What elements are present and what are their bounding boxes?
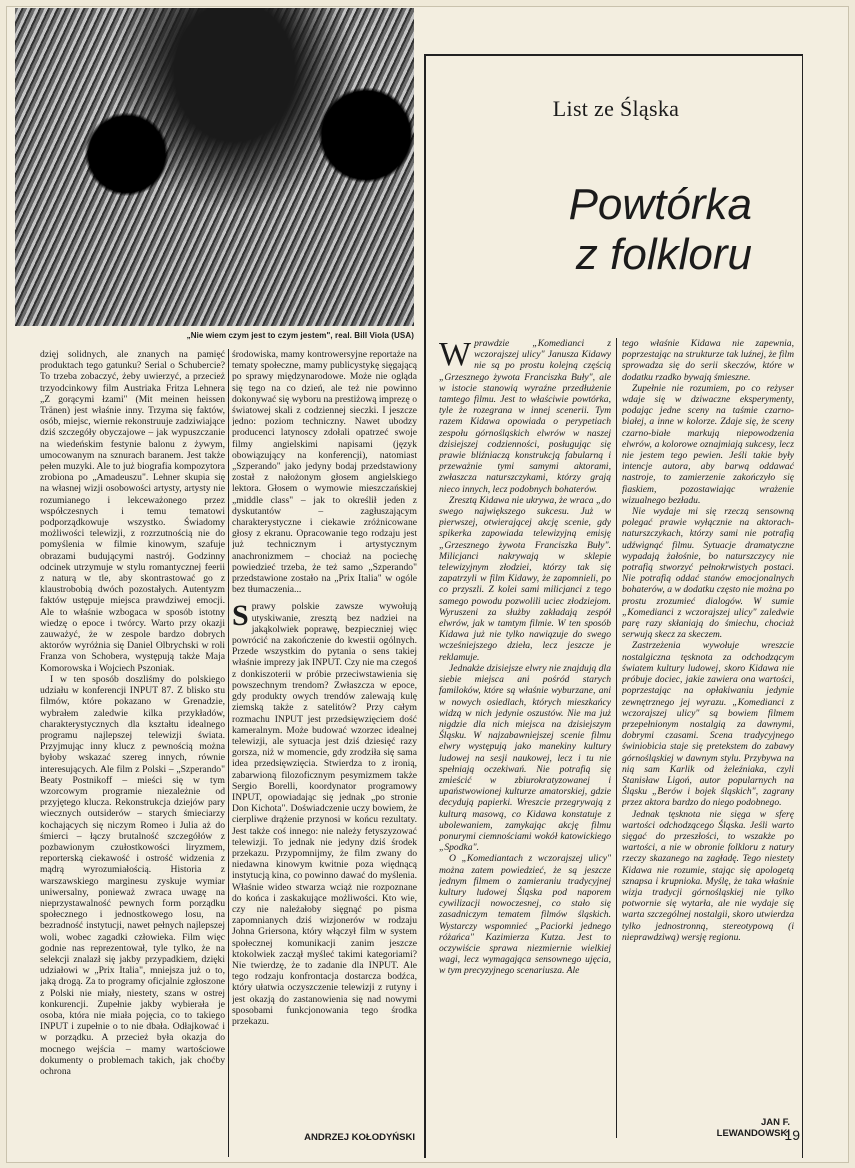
right-article-signature: JAN F. LEWANDOWSKI: [716, 1117, 790, 1139]
drop-cap: S: [232, 599, 249, 633]
paragraph-text: prawdzie „Komedianci z wczorajszej ulicy" Janusza Kidawy nie są po prostu kolejną częścią „Grzesznego żywota Franciszka Buły", ale w istocie stanowią wyraźne przedłużenie tamtego filmu. Jest to właściwie powtórka, tyle że rozegrana w innej scenerii. Tym razem Kidawa opowiada o perypetiach zespołu górnośląskich elwrów w naszej dzisiejszej codzienności, posługując się prawie bliźniaczą konstrukcją fabularną i przeważnie tymi samymi aktorami, zwłaszcza naturszczykami, którzy grają nieco innych, lecz podobnych bohaterów.: [439, 338, 611, 495]
owl-photo: [15, 8, 414, 326]
paragraph: Jednakże dzisiejsze elwry nie znajdują dla siebie miejsca ani pośród starych familoków, które są właśnie wyburzane, ani w nowych osiedlach, których mieszkańcy widzą w nich jedynie oszustów. Nie ma już nigdzie dla nich miejsca na dzisiejszym Śląsku. W najzabawniejszej scenie filmu elwry występują jako manekiny kultury ludowej na sesji naukowej, lecz i tu nie spełniają oczekiwań. Nie potrafią się zmieścić w zbiurokratyzowanej i upaństwowionej kulturze amatorskiej, gdzie decydują papierki. Wreszcie przegrywają z kulturą masową, co Kidawa konstatuje z ubolewaniem, zamykając akcję filmu ponurymi ciemnościami wokół katowickiego „Spodka".: [439, 662, 611, 854]
paragraph: dzięj solidnych, ale znanych na pamięć produktach tego gatunku? Serial o Schubercie? To trzeba zobaczyć, żeby uwierzyć, a przecież trzyodcinkowy film Austriaka Fritza Lehnera „Z gorącymi łzami" (Mit meinen heissen Tränen) jest właśnie inny. Trzyma się faktów, osób, miejsc, wiernie rekonstruuje zadziwiające dziś szczegóły obyczajowe – jak wypuszczanie na wiedeńskim festynie balonu z żywym, umocowanym na sznurach baranem. Jest także pełen muzyki. Ale to już biografia kompozytora zrobiona po „Amadeuszu". Lehner skupia się na własnej wizji osobowości artysty, artysty nie rozumianego i lekceważonego przez współczesnych i temu tematowi podporządkowuje wszystko. Świadomy możliwości telewizji, z rozrzutnością nie do pomyślenia w filmie kinowym, szafuje obrazami budującymi nastrój. Godzinny odcinek utrzymuje w stylu romantycznej feerii z naturą w tle, aby skontrastować go z klaustrobobią dwóch pozostałych. Autentyzm faktów ustępuje miejsca prawdziwej emocji. Ale to właśnie wzbogaca w sposób istotny wiedzę o epoce i twórcy. Warto przy okazji zauważyć, że w zespole bardzo dobrych aktorów wyróżnia się Daniel Olbrychski w roli Franza von Schobera, występują także Maja Komorowska i Wojciech Pszoniak.: [40, 349, 225, 674]
headline-line-2: z folkloru: [575, 230, 752, 279]
paragraph: Zastrzeżenia wywołuje wreszcie nostalgiczna tęsknota za odchodzącym światem kultury ludowej, skoro Kidawa nie próbuje dociec, jakie zawiera ona wartości, poprzestając na opłakiwaniu jedynie zewnętrznego jej wyrazu. „Komedianci z wczorajszej ulicy" są bowiem filmem przepełnionym nostalgią za dawnymi, dobrymi czasami. Scena tradycyjnego świniobicia staje się pretekstem do zabawy górnośląskiej w dawnym stylu. Przybywa na nią sam Karlik od żeleźniaka, czyli Stanisław Ligoń, autor popularnych na Śląsku „Berów i bojek śląskich", zagrany przez aktora bardzo do niego podobnego.: [622, 640, 794, 809]
right-article-column-1: [439, 338, 611, 1138]
right-article-column-2: [622, 338, 794, 1138]
paragraph: środowiska, mamy kontrowersyjne reportaże na tematy społeczne, mamy publicystykę sięgającą po sprawy międzynarodowe. Może nie ogląda się tego na co dzień, ale też nie powinno dokonywać się wyboru na prestiżową imprezę o światowej skali z codziennej sieczki. I jeszcze jedno: poziom techniczny. Nawet ubodzy producenci latynoscy zdołali opatrzeć swoje filmy angielskimi napisami (język obowiązujący na konferencji), natomiast „Szperando" jako jedyny bodaj przedstawiony został z nałożonym głosem angielskiego lektora. Głosem o wymowie mieszczańskiej „middle class" – jak to określił jeden z dyskutantów – zagłuszającym charakterystyczne i ciekawie zróżnicowane głosy z ekranu. Opracowanie tego rodzaju jest już technicznym i artystycznym anachronizmem – chociaż na pociechę powiedzieć trzeba, że też samo „Szperando" przedstawione zostało na „Prix Italia" w ogóle bez tłumaczenia...: [232, 349, 417, 596]
section-kicker: List ze Śląska: [552, 96, 680, 121]
paragraph: Zupełnie nie rozumiem, po co reżyser wdaje się w dziwaczne eksperymenty, podając jedne sceny na taśmie czarno-białej, a inne w kolorze. Zdaje się, że sceny czarno-białe markują niepowodzenia elwrów, a kolorowe oznajmiają sukcesy, lecz nie jestem tego pewien. Jeśli takie były intencje autora, aby barwą oddawać nastroje, to zamierzenie zakończyło się fiaskiem, pozostawiając wrażenie wizualnego bezładu.: [622, 382, 794, 506]
headline-line-1: Powtórka: [568, 180, 752, 229]
photo-caption: „Nie wiem czym jest to czym jestem", real. Bill Viola (USA): [186, 331, 414, 340]
paragraph: Zresztą Kidawa nie ukrywa, że wraca „do swego największego sukcesu. Już w pierwszej, otwierającej akcję scenie, gdy spikerka zapowiada telewizyjną emisję „Grzesznego żywota Franciszka Buły". Milicjanci nakrywają w sklepie telewizyjnym złodziei, którzy tak się zapatrzyli w film Kidawy, że zapomnieli, po co przyszli. Z kolei sami milicjanci z tego samego powodu pozwolili uciec złodziejom. Wyruszeni za służby zakładają zespół elwrów, jak w tamtym filmie. W ten sposób Kidawa już nie tylko nawiązuje do swego wcześniejszego dzieła, lecz jeszcze je reklamuje.: [439, 494, 611, 663]
drop-cap: W: [439, 338, 472, 373]
paragraph-text: prawy polskie zawsze wywołują utyskiwanie, zresztą bez nadziei na jakąkolwiek poprawę, bezpieczniej więc powrócić na zakończenie do kwestii ogólnych. Przede wszystkim do pytania o sens takiej właśnie imprezy jak INPUT. Czy nie ma czegoś z donkiszoterii w próbie przeciwstawienia się powszechnym trendom? Zwłaszcza w epoce, gdy produkty owych trendów zalewają kulę ziemską także z satelitów? Przy całym rozmachu INPUT jest przedsięwzięciem dość kameralnym. Może budować wzorzec idealnej telewizji, ale sytuacja jest dziś dziesięć razy gorsza, niż w momencie, gdy zrodziła się sama idea przedsięwzięcia. Stwierdza to z ironią, zabarwioną filozoficznym pesymizmem także Sergio Borelli, koordynator programowy INPUT, opowiadając się jednak „po stronie Don Kichota". Doświadczenie uczy bowiem, że cierpliwe drążenie przynosi w końcu rezultaty. Jest także coś innego: nie należy fetyszyzować telewizji. To jednak nie jedyny dziś środek przekazu. Przypomnijmy, że film zwany do niedawna kinowym kwitnie poza więdnącą instytucją kina, co powinno dawać do myślenia. Właśnie wideo stwarza wciąż nie rozpoznane do końca i zaskakujące możliwości. Kto wie, czy nie należałoby sięgnąć po pisma zapomnianych dziś wizjonerów w rodzaju Johna Griersona, który włączył film w system społecznej komunikacji zanim jeszcze ktokolwiek zaczął myśleć takimi kategoriami? Nie twierdzę, że to zadanie dla INPUT. Ale tego rodzaju konfrontacja dostarcza bodźca, który ułatwia oczyszczenie telewizji z rutyny i jest okazją do zastanowienia się nad nowymi sposobami funkcjonowania tego środka przekazu.: [232, 601, 417, 1027]
article-rule-right: [802, 54, 803, 1158]
paragraph: O „Komediantach z wczorajszej ulicy" można zatem powiedzieć, że są jeszcze jednym filmem o zamieraniu tradycyjnej kultury ludowej Śląska pod naporem cywilizacji nowoczesnej, co stało się zasadniczym tematem filmów śląskich. Wystarczy wspomnieć „Paciorki jednego różańca" Kazimierza Kutza. Jest to oczywiście sprawa niezmiernie wielkiej wagi, lecz wymagająca sensownego ujęcia, w tym precyzyjnego scenariusza. Ale: [439, 853, 611, 977]
column-rule-left: [228, 349, 229, 1157]
column-rule-right: [616, 338, 617, 1138]
left-article-column-2: [232, 349, 417, 1159]
paragraph: Nie wydaje mi się rzeczą sensowną polegać prawie wyłącznie na aktorach-naturszczykach, którzy sami nie potrafią udźwignąć filmu. Sytuacje dramatyczne wypadają żałośnie, bo naturszczycy nie potrafią stworzyć pełnokrwistych postaci. Nie potrafią oddać stanów emocjonalnych bohaterów, a w dodatku często nie można po prostu zrozumieć dialogów. W sumie „Komedianci z wczorajszej ulicy" zaledwie parę razy skłaniają do śmiechu, chociaż serwują skecz za skeczem.: [622, 506, 794, 641]
article-rule-left: [424, 54, 426, 1158]
paragraph: tego właśnie Kidawa nie zapewnia, poprzestając na strukturze tak luźnej, że film sprowadza się do serii skeczów, które w dodatku rzadko bywają śmieszne.: [622, 338, 794, 383]
article-rule-top: [424, 54, 803, 56]
paragraph: I w ten sposób doszliśmy do polskiego udziału w konferencji INPUT 87. Z blisko stu filmów, które pokazano w Grenadzie, wybrałem zaledwie kilka przykładów, charakterystycznych dla kształtu idealnego programu najlepszej telewizji świata. Przyjmując inny klucz z pewnością można byłoby wskazać szereg innych, równie interesujących. Ale film z Polski – „Szperando" Beaty Postnikoff – mieści się w tym wzorcowym programie niezależnie od przyjętego klucza. Rekonstrukcja dziejów pary wiecznych outsiderów – starych śmieciarzy kochających się niczym Romeo i Julia aż do śmierci – łączy brutalność szczegółów z pozbawionym czułostkowości liryzmem, reporterską ciekawość i ostrość widzenia z mądrą wyrozumiałością. Historia z warszawskiego marginesu zyskuje wymiar uniwersalny, ponieważ zwraca uwagę na nieprzystawalność pewnych form porządku społecznego i jednostkowego losu, na bezradność instytucji, nawet pełnych najlepszej woli, wobec zagadki człowieka. Film więc godnie nas reprezentował, tyle tylko, że na selekcji znalazł się jakby przypadkiem, dzięki udziałowi w „Prix Italia", mniejsza już o to, jaką drogą. Za to programy oficjalnie zgłoszone z Polski nie miały, niestety, szans w ostrej konkurencji. Zupełnie jakby wybierała je osoba, która nie miała pojęcia, co to takiego INPUT i zupełnie o to nie dbała. Odłajkować i w porządku. A przecież była okazja do mocnego wejścia – mamy wartościowe dokumenty o problemach takich, jak choćby ochrona: [40, 673, 225, 1077]
left-article-column-1: [40, 349, 225, 1159]
paragraph: Jednak tęsknota nie sięga w sferę wartości odchodzącego Śląska. Jeśli warto sięgać do przeszłości, to wszakże po wartości, a nie w obronie folkloru z natury rzeczy skazanego na zagładę. Tego niestety Kidawa nie rozumie, stając się apologetą sznapsa i krupnioka. Myślę, że taka właśnie wizja tradycji górnośląskiej nie tylko potwornie się wytarła, ale nie wydaje się warta szczególnej nostalgii, skoro utwierdza tylko jednostronną, stereotypową (i nieprawdziwą) wersję regionu.: [622, 808, 794, 943]
page-number: 19: [784, 1127, 800, 1143]
paragraph: [232, 601, 417, 1027]
article-headline: [430, 180, 802, 280]
left-article-signature: ANDRZEJ KOŁODYŃSKI: [304, 1132, 415, 1143]
paragraph: [439, 338, 611, 495]
